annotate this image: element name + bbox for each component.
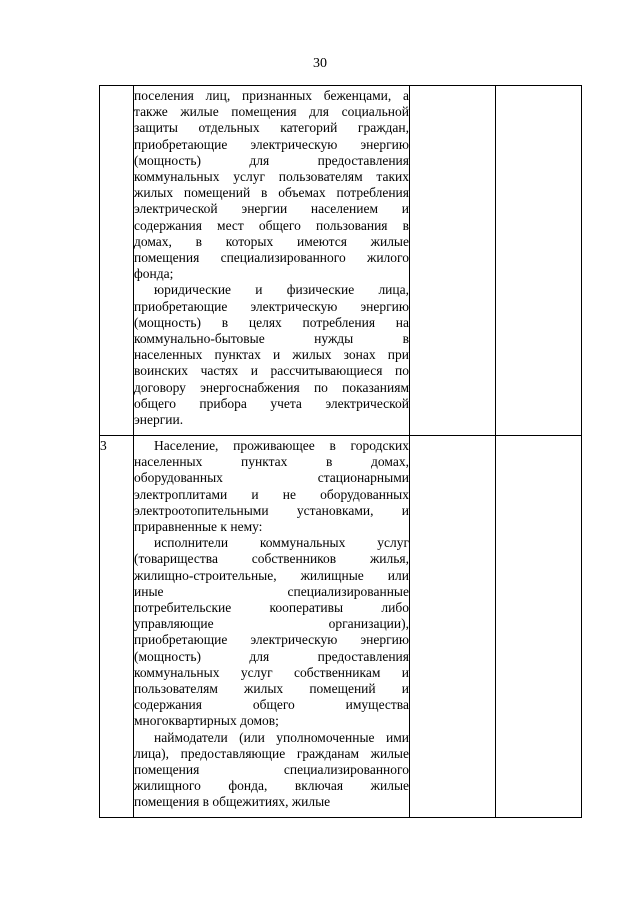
text-line: иные специализированные <box>134 583 409 599</box>
text-line: оборудованных стационарными <box>134 470 409 486</box>
text-line: (мощность) для предоставления <box>134 648 409 664</box>
text-line: помещения специализированного жилого <box>134 250 409 266</box>
consumer-category-cell <box>134 436 410 818</box>
text-line: приравненные к нему: <box>134 519 263 535</box>
text-line: пользователям жилых помещений и <box>134 681 409 697</box>
text-line: приобретающие электрическую энергию <box>134 632 409 648</box>
text-line: наймодатели (или уполномоченные ими <box>154 729 409 745</box>
text-line: населенных пунктах в домах, <box>134 454 409 470</box>
text-line: содержания мест общего пользования в <box>134 217 409 233</box>
text-line: жилых помещений в объемах потребления <box>134 185 409 201</box>
text-line: электроплитами и не оборудованных <box>134 486 409 502</box>
paragraph <box>134 730 409 811</box>
paragraph <box>134 88 409 282</box>
text-line: Население, проживающее в городских <box>154 438 409 453</box>
text-line: исполнители коммунальных услуг <box>154 535 409 551</box>
text-line: лица), предоставляющие гражданам жилые <box>134 745 409 761</box>
text-line: населенных пунктах и жилых зонах при <box>134 347 409 363</box>
text-line: общего прибора учета электрической <box>134 395 409 411</box>
text-line: многоквартирных домов; <box>134 713 279 729</box>
text-line: жилищного фонда, включая жилые <box>134 778 409 794</box>
paragraph <box>134 282 409 428</box>
text-line: воинских частях и рассчитывающиеся по <box>134 363 409 379</box>
empty-cell <box>410 86 496 436</box>
empty-cell <box>410 436 496 818</box>
table-row <box>100 436 582 818</box>
text-line: электрической энергии населением и <box>134 201 409 217</box>
text-line: (мощность) для предоставления <box>134 152 409 168</box>
text-line: юридические и физические лица, <box>154 282 409 298</box>
text-line: приобретающие электрическую энергию <box>134 298 409 314</box>
empty-cell <box>496 436 582 818</box>
paragraph <box>134 438 409 535</box>
text-line: коммунальных услуг собственникам и <box>134 664 409 680</box>
text-line: (товарищества собственников жилья, <box>134 551 409 567</box>
text-line: коммунально-бытовые нужды в <box>134 331 409 347</box>
tariff-table <box>99 85 582 818</box>
text-line: жилищно-строительные, жилищные или <box>134 567 409 583</box>
text-line: договору энергоснабжения по показаниям <box>134 379 409 395</box>
text-line: домах, в которых имеются жилые <box>134 233 409 249</box>
text-line: электроотопительными установками, и <box>134 502 409 518</box>
row-number-cell: 3 <box>100 436 134 818</box>
text-line: энергии. <box>134 412 184 428</box>
text-line: содержания общего имущества <box>134 697 409 713</box>
table-row <box>100 86 582 436</box>
text-line: потребительские кооперативы либо <box>134 600 409 616</box>
text-line: управляющие организации), <box>134 616 409 632</box>
text-line: фонда; <box>134 266 174 282</box>
text-line: помещения в общежитиях, жилые <box>134 794 331 810</box>
consumer-category-cell <box>134 86 410 436</box>
text-line: также жилые помещения для социальной <box>134 104 409 120</box>
text-line: помещения специализированного <box>134 762 409 778</box>
text-line: (мощность) в целях потребления на <box>134 314 409 330</box>
paragraph <box>134 535 409 729</box>
text-line: поселения лиц, признанных беженцами, а <box>134 88 409 103</box>
row-number-cell <box>100 86 134 436</box>
page-number: 30 <box>313 56 327 71</box>
text-line: приобретающие электрическую энергию <box>134 136 409 152</box>
text-line: коммунальных услуг пользователям таких <box>134 169 409 185</box>
empty-cell <box>496 86 582 436</box>
text-line: защиты отдельных категорий граждан, <box>134 120 409 136</box>
